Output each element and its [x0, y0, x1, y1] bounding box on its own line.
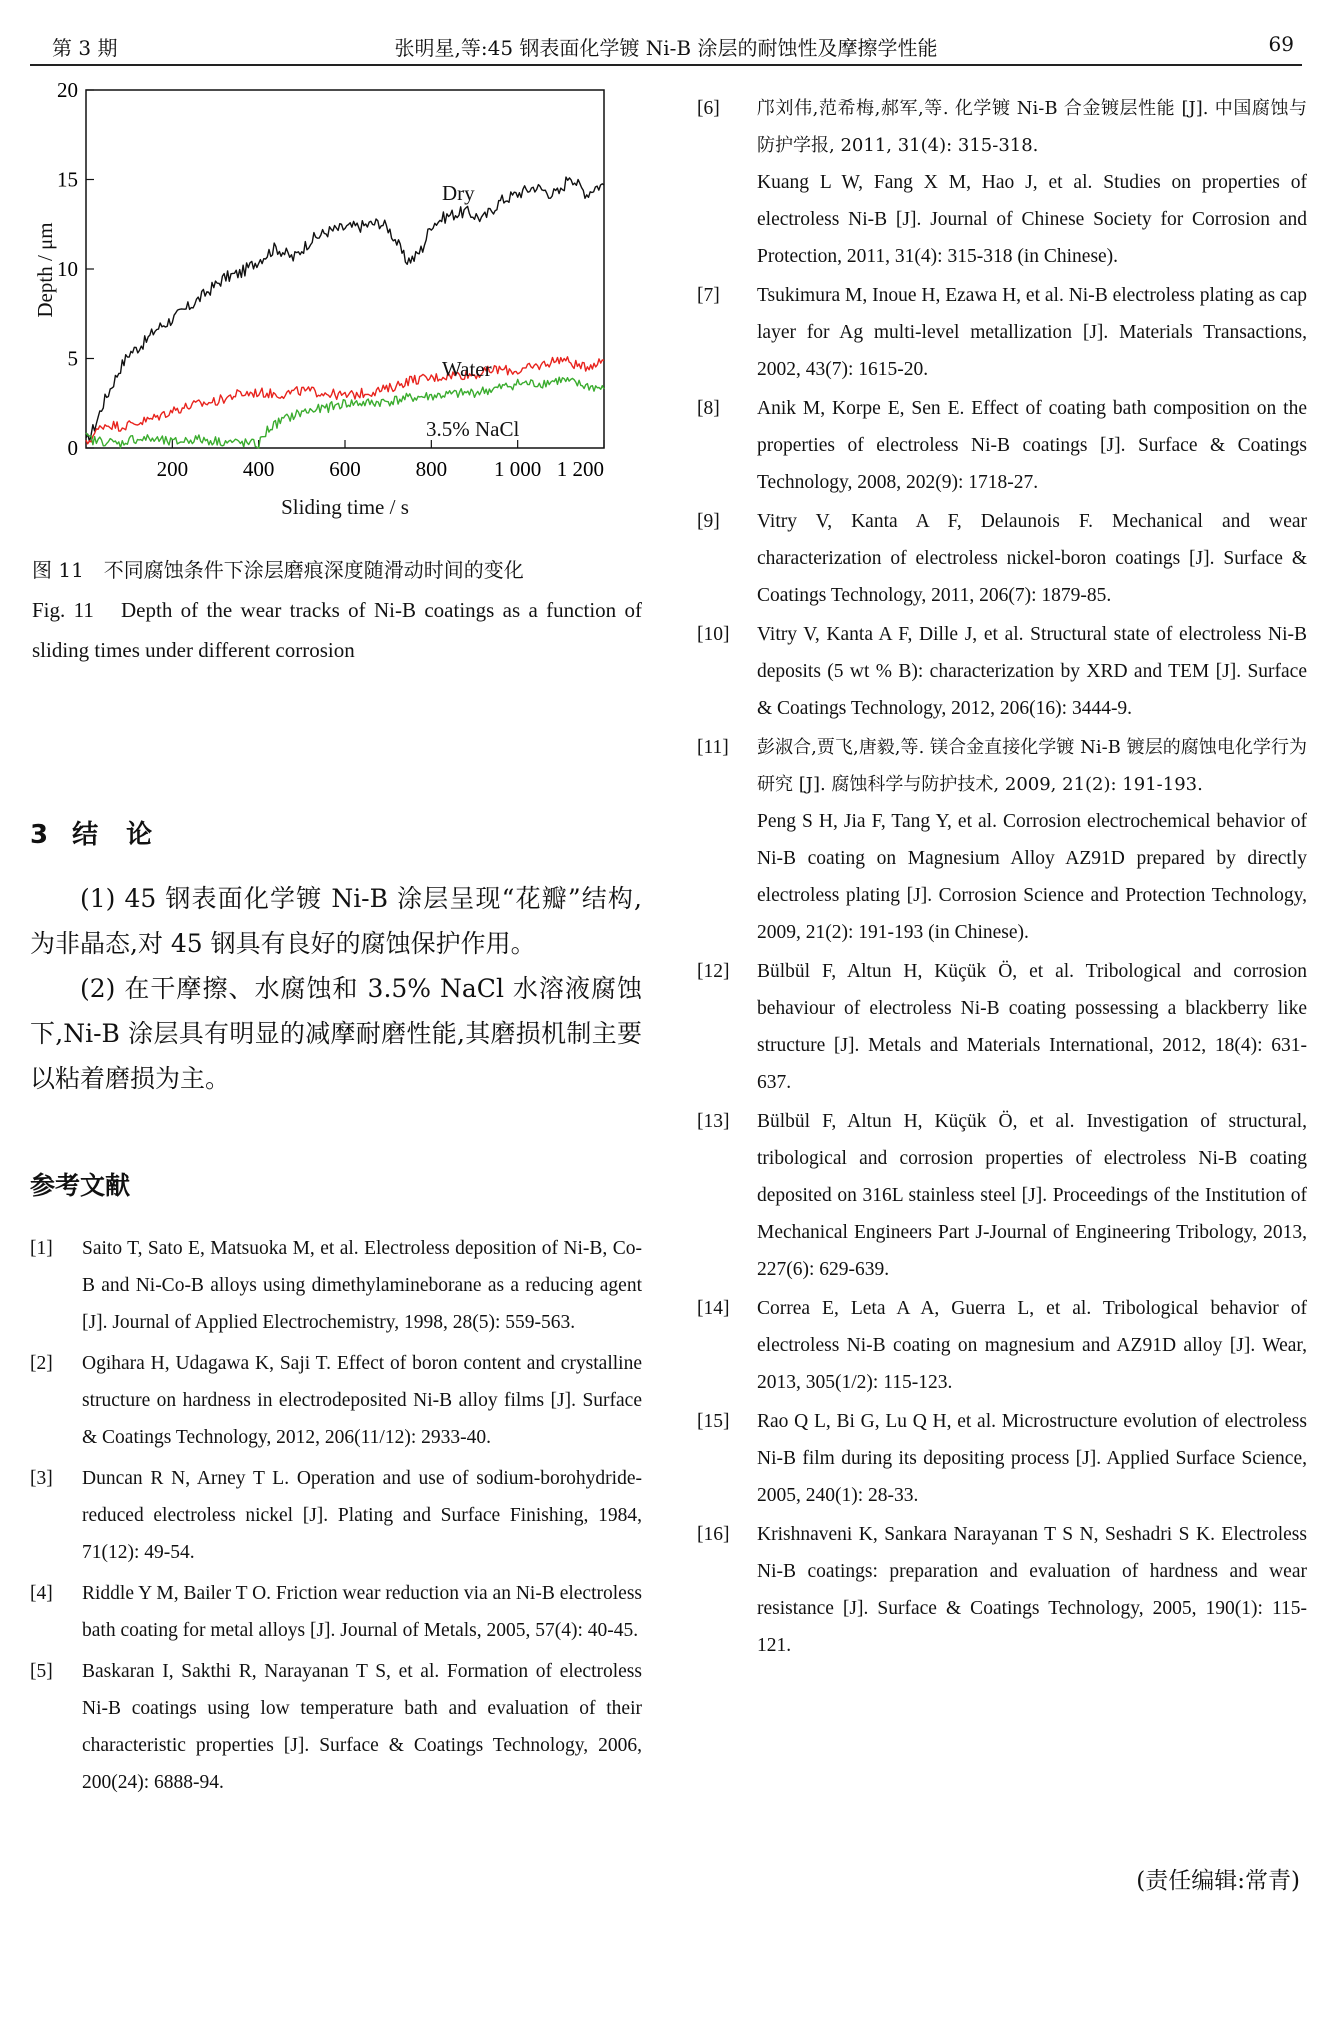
- reference-number: [16]: [697, 1524, 730, 1545]
- x-tick-label: 800: [415, 457, 448, 481]
- reference-text: Ogihara H, Udagawa K, Saji T. Effect of boron content and crystalline structure on hardness in electrodeposited Ni-B alloy films [J]. Surface & Coatings Technology, 2012, 206(11/12): 2933-40.: [82, 1353, 642, 1448]
- x-tick-label: 1 200: [556, 457, 604, 481]
- series-lines: [86, 177, 604, 448]
- reference-item: [30, 1230, 642, 1341]
- x-tick-label: 1 000: [494, 457, 542, 481]
- reference-text: Saito T, Sato E, Matsuoka M, et al. Electroless deposition of Ni-B, Co-B and Ni-Co-B alloys using dimethylamineborane as a reducing agent [J]. Journal of Applied Electrochemistry, 1998, 28(5): 559-563.: [82, 1238, 642, 1333]
- reference-text: Vitry V, Kanta A F, Dille J, et al. Structural state of electroless Ni-B deposits (5 wt % B): characterization by XRD and TEM [J]. Surface & Coatings Technology, 2012, 206(16): 3444-9.: [757, 624, 1307, 719]
- page-header: [30, 28, 1302, 66]
- wear-depth-chart: [30, 80, 642, 532]
- reference-number: [6]: [697, 98, 720, 119]
- reference-item: [697, 1516, 1307, 1664]
- reference-number: [7]: [697, 285, 720, 306]
- reference-number: [14]: [697, 1298, 730, 1319]
- series-label-nacl: 3.5% NaCl: [426, 417, 520, 441]
- reference-text: Anik M, Korpe E, Sen E. Effect of coating bath composition on the properties of electroless Ni-B coatings [J]. Surface & Coatings Technology, 2008, 202(9): 1718-27.: [757, 398, 1307, 493]
- conclusions: [30, 876, 642, 1101]
- reference-text-zh: 彭淑合,贾飞,唐毅,等. 镁合金直接化学镀 Ni-B 镀层的腐蚀电化学行为研究 [J]. 腐蚀科学与防护技术, 2009, 21(2): 191-193.: [757, 737, 1307, 795]
- section-heading: [30, 814, 152, 851]
- axis-ticks: [57, 80, 604, 481]
- chart-svg: [30, 80, 642, 532]
- x-tick-label: 400: [242, 457, 275, 481]
- conclusion-2: (2) 在干摩擦、水腐蚀和 3.5% NaCl 水溶液腐蚀下,Ni-B 涂层具有明显的减摩耐磨性能,其磨损机制主要以粘着磨损为主。: [30, 974, 642, 1093]
- reference-item: [697, 953, 1307, 1101]
- figure-caption-zh: 图 11 不同腐蚀条件下涂层磨痕深度随滑动时间的变化: [32, 558, 524, 582]
- editor-note: (责任编辑:常青): [1136, 1868, 1300, 1894]
- reference-number: [13]: [697, 1111, 730, 1132]
- reference-text: Krishnaveni K, Sankara Narayanan T S N, Seshadri S K. Electroless Ni-B coatings: preparation and evaluation of hardness and wear resistance [J]. Surface & Coatings Technology, 2005, 190(1): 115-121.: [757, 1524, 1307, 1656]
- reference-text: Vitry V, Kanta A F, Delaunois F. Mechanical and wear characterization of electroless nickel-boron coatings [J]. Surface & Coatings Technology, 2011, 206(7): 1879-85.: [757, 511, 1307, 606]
- reference-item: [697, 390, 1307, 501]
- reference-item: [30, 1653, 642, 1801]
- conclusion-1: (1) 45 钢表面化学镀 Ni-B 涂层呈现“花瓣”结构,为非晶态,对 45 钢具有良好的腐蚀保护作用。: [30, 884, 642, 958]
- reference-item: [30, 1345, 642, 1456]
- x-axis-label: Sliding time / s: [281, 495, 409, 519]
- reference-number: [15]: [697, 1411, 730, 1432]
- section-title-char-1: 结: [72, 820, 99, 850]
- y-tick-label: 15: [57, 167, 78, 192]
- issue-number: 第 3 期: [52, 36, 118, 60]
- x-tick-label: 200: [156, 457, 189, 481]
- reference-text: Tsukimura M, Inoue H, Ezawa H, et al. Ni-B electroless plating as cap layer for Ag multi-level metallization [J]. Materials Transactions, 2002, 43(7): 1615-20.: [757, 285, 1307, 380]
- y-tick-label: 5: [67, 346, 78, 371]
- y-tick-label: 10: [57, 257, 78, 281]
- reference-text: Bülbül F, Altun H, Küçük Ö, et al. Tribological and corrosion behaviour of electroless Ni-B coating possessing a blackberry like structure [J]. Metals and Materials International, 2012, 18(4): 631-637.: [757, 961, 1307, 1093]
- reference-item: [30, 1575, 642, 1649]
- series-label-water: Water: [442, 357, 492, 381]
- reference-item: [697, 277, 1307, 388]
- running-title: 张明星,等:45 钢表面化学镀 Ni-B 涂层的耐蚀性及摩擦学性能: [394, 36, 938, 60]
- reference-item: [697, 729, 1307, 951]
- reference-item: [697, 1290, 1307, 1401]
- figure-caption: [32, 550, 642, 670]
- y-tick-label: 20: [57, 80, 78, 102]
- series-label-dry: Dry: [442, 181, 475, 205]
- reference-item: [697, 503, 1307, 614]
- reference-item: [697, 1103, 1307, 1288]
- reference-number: [1]: [30, 1238, 53, 1259]
- figure-caption-en: Fig. 11 Depth of the wear tracks of Ni-B coatings as a function of sliding times under different corrosion: [32, 598, 642, 662]
- reference-number: [8]: [697, 398, 720, 419]
- reference-text: Bülbül F, Altun H, Küçük Ö, et al. Investigation of structural, tribological and corrosion properties of electroless Ni-B coating deposited on 316L stainless steel [J]. Proceedings of the Institution of Mechanical Engineers Part J-Journal of Engineering Tribology, 2013, 227(6): 629-639.: [757, 1111, 1307, 1280]
- reference-text: Peng S H, Jia F, Tang Y, et al. Corrosion electrochemical behavior of Ni-B coating on Magnesium Alloy AZ91D prepared by directly electroless plating [J]. Corrosion Science and Protection Technology, 2009, 21(2): 191-193 (in Chinese).: [757, 811, 1307, 943]
- reference-number: [10]: [697, 624, 730, 645]
- y-tick-label: 0: [67, 436, 78, 460]
- reference-number: [5]: [30, 1661, 53, 1682]
- reference-number: [4]: [30, 1583, 53, 1604]
- page-number: 69: [1268, 32, 1294, 56]
- references-heading: 参考文献: [30, 1171, 131, 1200]
- reference-item: [30, 1460, 642, 1571]
- reference-item: [697, 1403, 1307, 1514]
- reference-number: [9]: [697, 511, 720, 532]
- section-title-char-2: 论: [126, 820, 153, 850]
- reference-text: Rao Q L, Bi G, Lu Q H, et al. Microstructure evolution of electroless Ni-B film during its depositing process [J]. Applied Surface Science, 2005, 240(1): 28-33.: [757, 1411, 1307, 1506]
- reference-number: [12]: [697, 961, 730, 982]
- reference-text: Kuang L W, Fang X M, Hao J, et al. Studies on properties of electroless Ni-B [J]. Journal of Chinese Society for Corrosion and Protection, 2011, 31(4): 315-318 (in Chinese).: [757, 172, 1307, 267]
- reference-text: Baskaran I, Sakthi R, Narayanan T S, et al. Formation of electroless Ni-B coatings using low temperature bath and evaluation of their characteristic properties [J]. Surface & Coatings Technology, 2006, 200(24): 6888-94.: [82, 1661, 642, 1793]
- reference-number: [2]: [30, 1353, 53, 1374]
- reference-text: Riddle Y M, Bailer T O. Friction wear reduction via an Ni-B electroless bath coating for metal alloys [J]. Journal of Metals, 2005, 57(4): 40-45.: [82, 1583, 642, 1641]
- right-column: [697, 90, 1307, 1664]
- section-number: 3: [30, 820, 49, 850]
- x-tick-label: 600: [329, 457, 361, 481]
- reference-item: [697, 616, 1307, 727]
- reference-number: [11]: [697, 737, 729, 758]
- reference-number: [3]: [30, 1468, 53, 1489]
- references-list-left: [30, 1230, 642, 1801]
- reference-text-zh: 邝刘伟,范希梅,郝军,等. 化学镀 Ni-B 合金镀层性能 [J]. 中国腐蚀与防护学报, 2011, 31(4): 315-318.: [757, 98, 1307, 156]
- reference-text: Duncan R N, Arney T L. Operation and use of sodium-borohydride-reduced electroless nickel [J]. Plating and Surface Finishing, 1984, 71(12): 49-54.: [82, 1468, 642, 1563]
- reference-item: [697, 90, 1307, 275]
- y-axis-label: Depth / μm: [33, 222, 57, 318]
- reference-text: Correa E, Leta A A, Guerra L, et al. Tribological behavior of electroless Ni-B coating on magnesium and AZ91D alloy [J]. Wear, 2013, 305(1/2): 115-123.: [757, 1298, 1307, 1393]
